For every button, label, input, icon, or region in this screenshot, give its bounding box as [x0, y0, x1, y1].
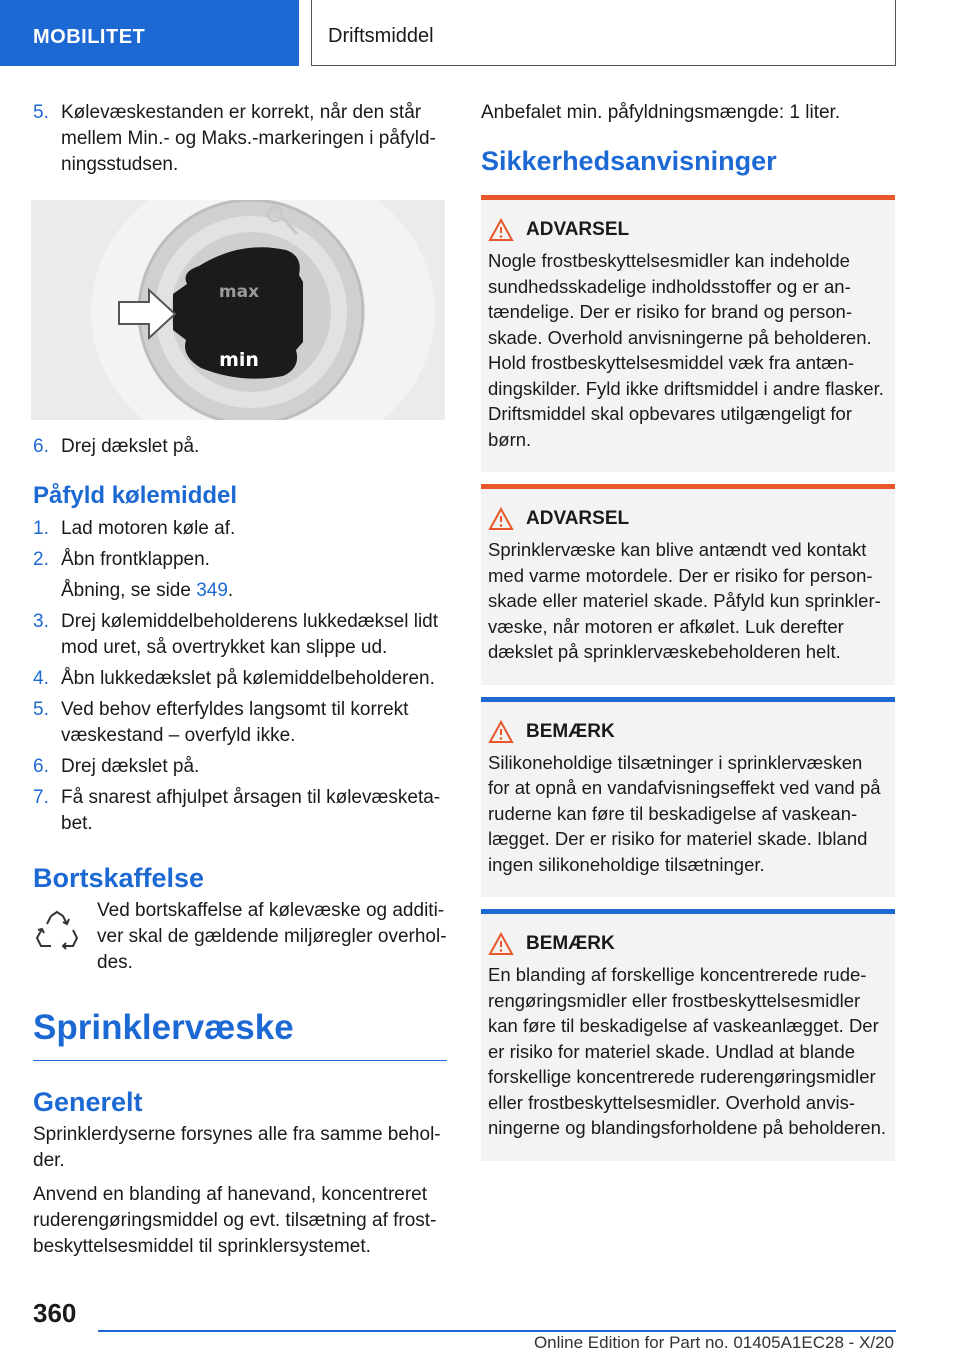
disposal-text: Ved bortskaffelse af kølevæske og additiver skal de gældende miljøregler overholdes. [97, 900, 447, 973]
step-number: 2. [33, 549, 49, 570]
section-heading-safety: Sikkerhedsanvisninger [481, 146, 777, 176]
warning-box [481, 484, 895, 685]
section-label: MOBILITET [33, 25, 146, 48]
subsection-header [311, 0, 896, 66]
note-text: En blanding af forskellige koncentrerede ruderengøringsmidler eller frostbeskyttelsesmidler kan føre til beskadigelse af vaskeanlægget. Der er risiko for materiel skade. Undlad at blande forskellige koncentrerede ruderengøringsmidler eller frostbeskyttelsesmidler. Overhold anvisningerne og blandingsforholdene på beholderen. [488, 964, 887, 1138]
section-tab [0, 0, 299, 66]
subsection-label: Driftsmiddel [328, 25, 434, 47]
min-mark: min [219, 349, 259, 371]
reference-suffix: . [227, 580, 234, 601]
step-text: Ved behov efterfyldes langsomt til korrekt væskestand – overfyld ikke. [61, 699, 409, 746]
edition-note: Online Edition for Part no. 01405A1EC28 - X/20 [533, 1333, 894, 1352]
general-paragraph-1: Sprinklerdyserne forsynes alle fra samme beholder. [33, 1124, 441, 1171]
section-heading-fill-coolant: Påfyld kølemiddel [33, 482, 238, 509]
page-link[interactable]: 349 [196, 580, 228, 601]
recycle-icon [33, 898, 97, 976]
warning-triangle-icon [488, 507, 514, 531]
step-text: Åbn frontklappen. [61, 549, 210, 570]
step-number: 3. [33, 611, 49, 632]
page-number: 360 [33, 1298, 77, 1328]
right-column [481, 100, 895, 1173]
list-item [33, 547, 447, 604]
step-number: 5. [33, 699, 49, 720]
note-text: Silikoneholdige tilsætninger i sprinklervæsken for at opnå en vandafvisningseffekt ved vand på ruderne kan føre til beskadigelse af vaskeanlægget. Der er risiko for materiel skade. Ibland ingen silikoneholdige tilsætninger. [488, 751, 881, 875]
step-text: Drej dækslet på. [61, 436, 200, 457]
max-mark: max [218, 282, 260, 302]
note-title: BEMÆRK [526, 720, 615, 742]
reference-prefix: Åbning, se side [61, 580, 197, 601]
step-number: 6. [33, 756, 49, 777]
note-text: Sprinklervæske kan blive antændt ved kontakt med varme motordele. Der er risiko for personskade eller materiel skade. Påfyld kun sprinklervæske, når motoren er afkølet. Luk derefter dækslet på sprinklervæskebeholderen helt. [488, 539, 881, 662]
general-paragraph-2: Anvend en blanding af hanevand, koncentreret ruderengøringsmiddel og evt. tilsætning af frostbeskyttelsesmiddel til sprinklersystemet. [33, 1184, 437, 1257]
note-title: ADVARSEL [526, 508, 630, 529]
warning-box [481, 195, 895, 472]
list-item [33, 666, 447, 692]
step-text: Drej kølemiddelbeholderens lukkedæksel lidt mod uret, så overtrykket kan slippe ud. [61, 611, 439, 658]
footer-divider [98, 1330, 896, 1332]
step-text-block [61, 547, 447, 604]
note-text: Nogle frostbeskyttelsesmidler kan indeholde sundhedsskadelige indholdsstoffer og er antændelige. Der er risiko for brand og personskade. Overhold anvisningerne på beholderen. Hold frostbeskyttelsesmiddel væk fra antændingskilder. Fyld ikke driftsmiddel i andre flasker. Driftsmiddel skal opbevares utilgængeligt for børn. [488, 250, 884, 450]
step-number: 4. [33, 668, 49, 689]
list-item [33, 754, 447, 780]
list-item [33, 609, 447, 661]
step-text: Kølevæskestanden er korrekt, når den står mellem Min.- og Maks.-markeringen i påfyldningsstudsen. [61, 102, 436, 175]
coolant-reservoir-image [31, 200, 445, 420]
step-number: 6. [33, 436, 49, 457]
notice-box [481, 909, 895, 1161]
list-item [33, 697, 447, 749]
step-text: Åbn lukkedækslet på kølemiddelbeholderen. [61, 668, 435, 689]
warning-triangle-icon [488, 932, 514, 956]
step-text: Drej dækslet på. [61, 756, 200, 777]
step-number: 7. [33, 787, 49, 808]
recommended-amount: Anbefalet min. påfyldningsmængde: 1 liter. [481, 102, 841, 123]
step-number: 5. [33, 102, 49, 123]
coolant-level-photo [31, 200, 445, 420]
notice-box [481, 697, 895, 898]
step-text: Få snarest afhjulpet årsagen til kølevæsketabet. [61, 787, 441, 834]
page-reference [61, 578, 447, 604]
fill-steps-list [33, 516, 447, 837]
note-title: BEMÆRK [526, 933, 615, 954]
list-item [33, 434, 447, 460]
list-item [33, 100, 447, 178]
warning-triangle-icon [488, 720, 514, 744]
step-number: 1. [33, 518, 49, 539]
note-title: ADVARSEL [526, 219, 630, 240]
section-heading-disposal: Bortskaffelse [33, 863, 205, 893]
step-text: Lad motoren køle af. [61, 518, 236, 539]
left-column [33, 100, 447, 1260]
list-item [33, 785, 447, 837]
section-heading-general: Generelt [33, 1087, 143, 1117]
chapter-heading-washer-fluid: Sprinklervæske [33, 1008, 447, 1061]
list-item [33, 516, 447, 542]
warning-triangle-icon [488, 218, 514, 242]
disposal-block [33, 898, 447, 976]
